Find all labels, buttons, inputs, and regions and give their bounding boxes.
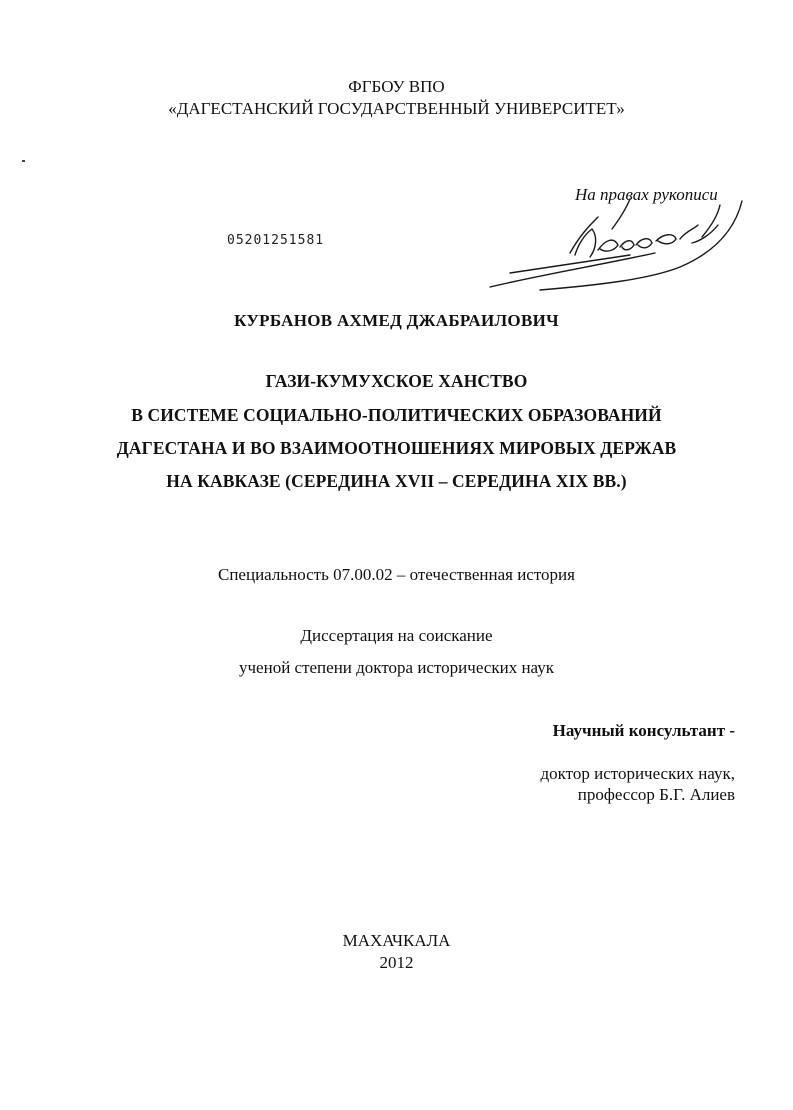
specialty: Специальность 07.00.02 – отечественная история xyxy=(218,565,575,584)
scan-speck xyxy=(22,160,25,162)
org-line-2: «ДАГЕСТАНСКИЙ ГОСУДАРСТВЕННЫЙ УНИВЕРСИТЕТ» xyxy=(168,99,625,118)
dissertation-line-2: ученой степени доктора исторических наук xyxy=(239,658,554,677)
consultant-degree: доктор исторических наук, xyxy=(540,764,735,783)
thesis-title-line-4: НА КАВКАЗЕ (СЕРЕДИНА XVII – СЕРЕДИНА XIX ВВ.) xyxy=(166,471,627,491)
signature xyxy=(480,195,755,295)
thesis-title-line-1: ГАЗИ-КУМУХСКОЕ ХАНСТВО xyxy=(265,371,528,391)
author-name: КУРБАНОВ АХМЕД ДЖАБРАИЛОВИЧ xyxy=(234,311,559,330)
city: МАХАЧКАЛА xyxy=(342,931,451,950)
org-line-1: ФГБОУ ВПО xyxy=(348,77,445,96)
archive-stamp-number: 05201251581 xyxy=(227,233,325,248)
dissertation-line-1: Диссертация на соискание xyxy=(300,626,493,645)
year: 2012 xyxy=(379,953,414,972)
consultant-label: Научный консультант - xyxy=(552,721,735,740)
consultant-name: профессор Б.Г. Алиев xyxy=(577,785,735,804)
thesis-title-line-2: В СИСТЕМЕ СОЦИАЛЬНО-ПОЛИТИЧЕСКИХ ОБРАЗОВАНИЙ xyxy=(131,405,662,425)
manuscript-note: На правах рукописи xyxy=(575,185,718,204)
thesis-title-line-3: ДАГЕСТАНА И ВО ВЗАИМООТНОШЕНИЯХ МИРОВЫХ ДЕРЖАВ xyxy=(116,438,677,458)
